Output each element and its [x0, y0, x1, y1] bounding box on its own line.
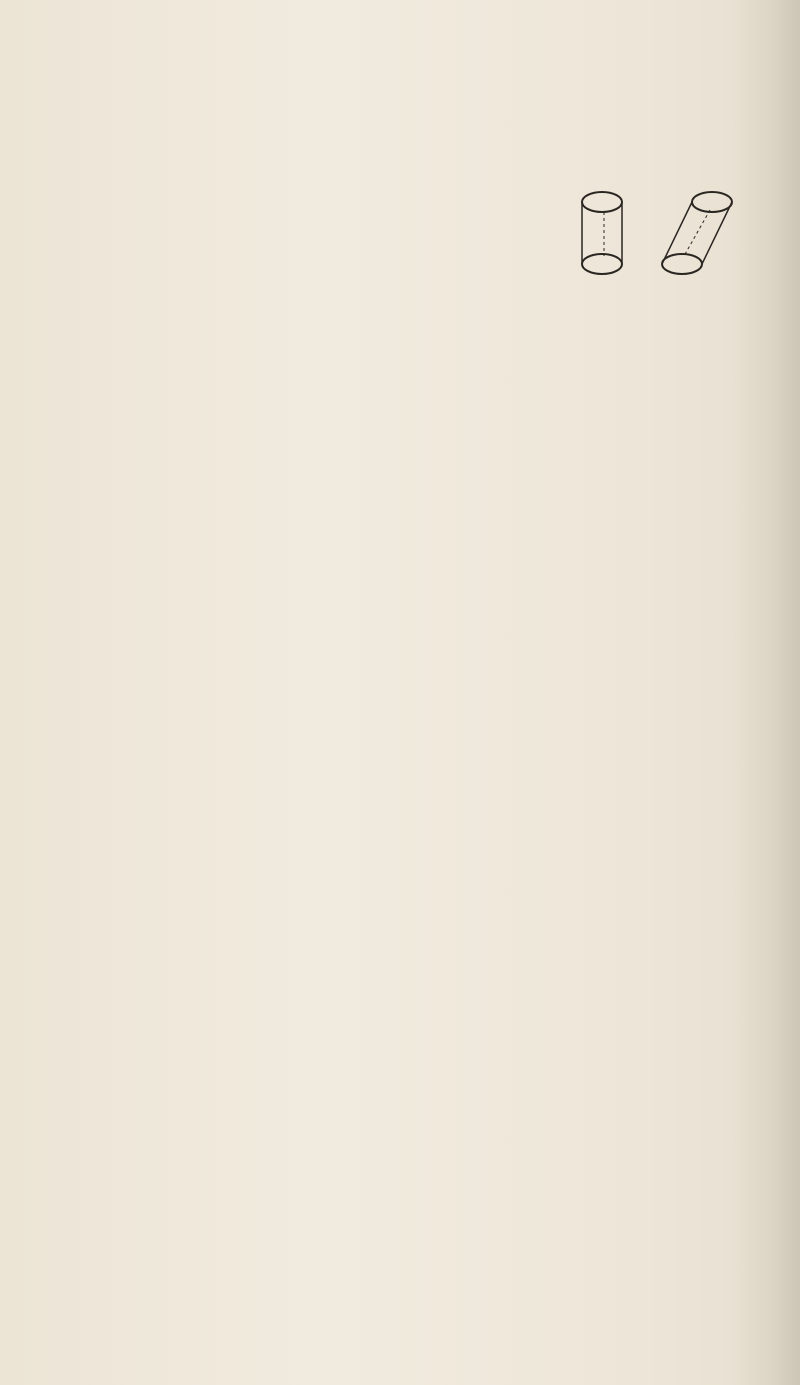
- axis-line: [684, 210, 710, 256]
- bottom-circle-left: [582, 254, 622, 274]
- header-title: [240, 40, 254, 91]
- top-circle-right: [692, 192, 732, 212]
- running-header: [0, 30, 740, 100]
- bottom-circle-right: [662, 254, 702, 274]
- cylinder-figure: [532, 184, 742, 294]
- top-circle-left: [582, 192, 622, 212]
- cylinder-diagram: [532, 184, 742, 294]
